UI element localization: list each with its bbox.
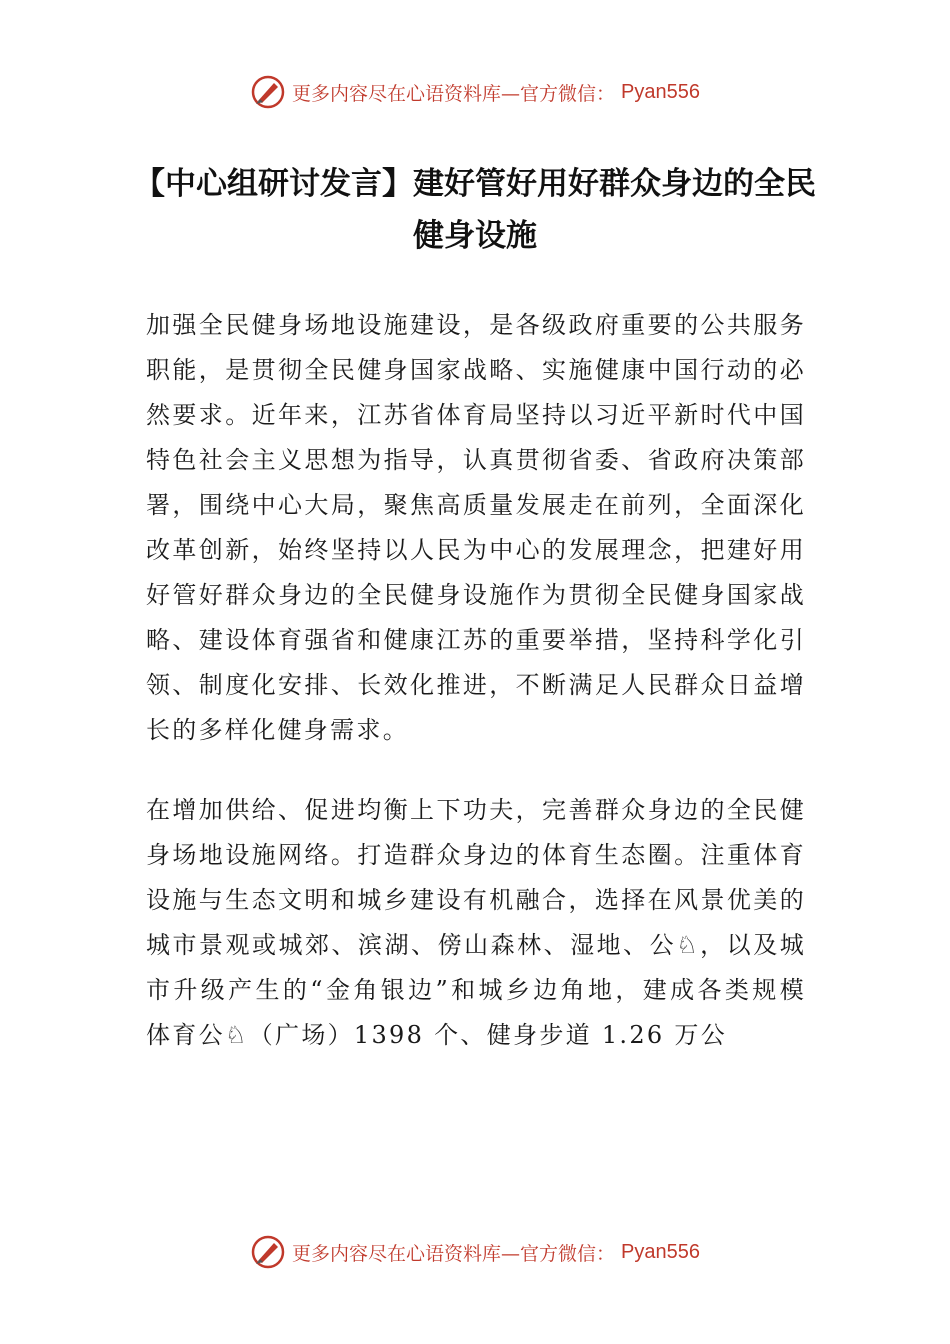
pen-nib-logo-icon xyxy=(250,74,286,110)
watermark-wechat-id: Pyan556 xyxy=(621,80,700,103)
body-paragraph: 加强全民健身场地设施建设，是各级政府重要的公共服务职能，是贯彻全民健身国家战略、实施健康中国行动的必然要求。近年来，江苏省体育局坚持以习近平新时代中国特色社会主义思想为指导，认真贯彻省委、省政府决策部署，围绕中心大局，聚焦高质量发展走在前列，全面深化改革创新，始终坚持以人民为中心的发展理念，把建好用好管好群众身边的全民健身设施作为贯彻全民健身国家战略、建设体育强省和健康江苏的重要举措，坚持科学化引领、制度化安排、长效化推进，不断满足人民群众日益增长的多样化健身需求。 xyxy=(146,311,806,744)
body-paragraph: 在增加供给、促进均衡上下功夫，完善群众身边的全民健身场地设施网络。打造群众身边的体育生态圈。注重体育设施与生态文明和城乡建设有机融合，选择在风景优美的城市景观或城郊、滨湖、傍山森林、湿地、公♘，以及城市升级产生的“金角银边”和城乡边角地，建成各类规模体育公♘（广场）1398 个、健身步道 1.26 万公 xyxy=(146,796,806,1049)
document-title: 【中心组研讨发言】建好管好用好群众身边的全民健身设施 xyxy=(134,166,816,254)
header-watermark xyxy=(0,72,950,112)
pen-nib-logo-icon xyxy=(250,1234,286,1270)
watermark-text: 更多内容尽在心语资料库—官方微信： xyxy=(292,1242,616,1265)
watermark-text: 更多内容尽在心语资料库—官方微信： xyxy=(292,82,616,105)
footer-watermark xyxy=(0,1232,950,1272)
watermark-wechat-id: Pyan556 xyxy=(621,1240,700,1263)
